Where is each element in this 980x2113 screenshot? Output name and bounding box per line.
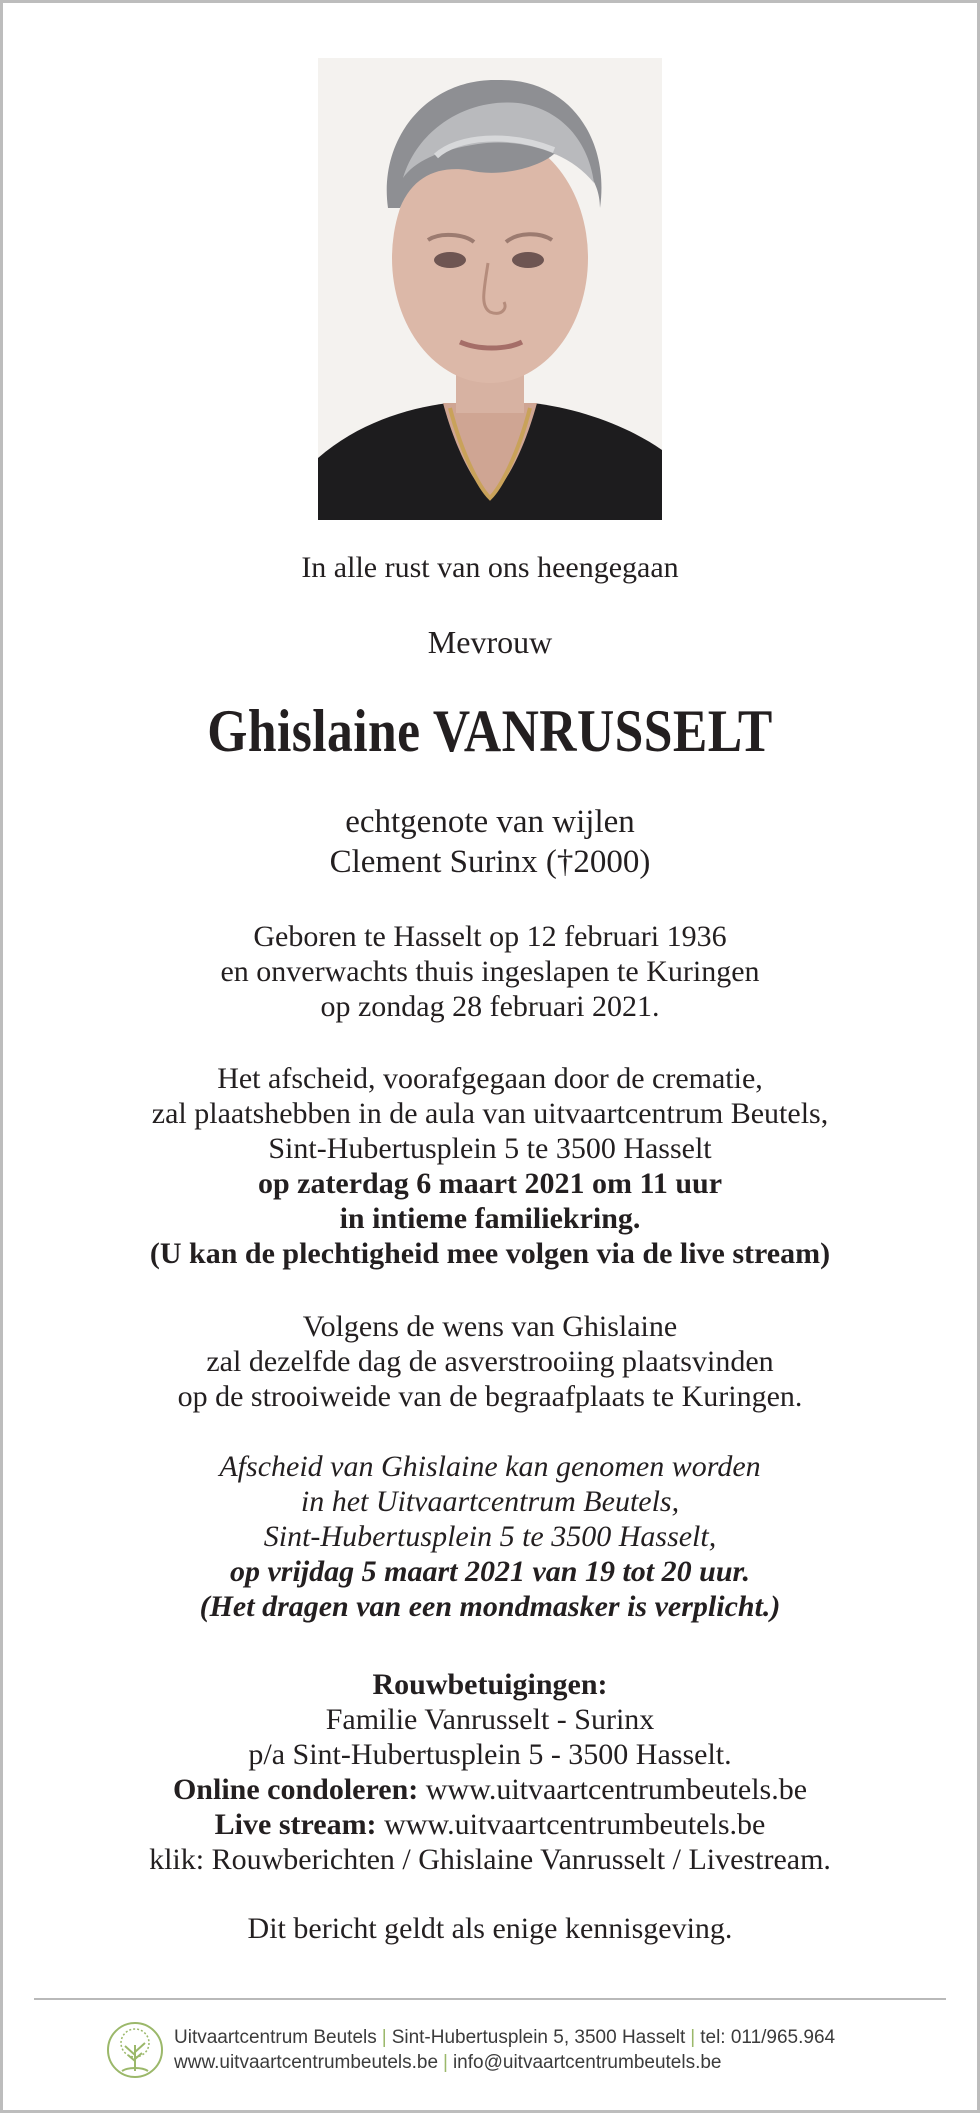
wish-line: zal dezelfde dag de asverstrooiing plaatsvinden <box>206 1345 774 1378</box>
footer-phone[interactable]: tel: 011/965.964 <box>700 2027 836 2048</box>
condolences-family: Familie Vanrusselt - Surinx <box>325 1703 655 1736</box>
live-stream-link[interactable]: www.uitvaartcentrumbeutels.be <box>384 1808 766 1841</box>
farewell-bold-line: (U kan de plechtigheid mee volgen via de live stream) <box>149 1237 831 1270</box>
visitation-line: in het Uitvaartcentrum Beutels, <box>300 1485 680 1518</box>
online-condolence-link[interactable]: www.uitvaartcentrumbeutels.be <box>425 1773 808 1806</box>
footer-separator: | <box>443 2052 448 2073</box>
spouse-line: Clement Surinx (†2000) <box>329 844 651 880</box>
wish-section <box>40 1309 940 1414</box>
portrait-photo <box>318 58 662 520</box>
condolences-heading: Rouwbetuigingen: <box>372 1668 608 1701</box>
footer-email-link[interactable]: info@uitvaartcentrumbeutels.be <box>452 2052 722 2073</box>
live-stream-line <box>40 1807 940 1842</box>
visitation-bold-line: op vrijdag 5 maart 2021 van 19 tot 20 uur. <box>229 1555 751 1588</box>
birth-death-line: Geboren te Hasselt op 12 februari 1936 <box>253 920 727 953</box>
visitation-bold-line: (Het dragen van een mondmasker is verplicht.) <box>199 1590 781 1623</box>
farewell-line: zal plaatshebben in de aula van uitvaartcentrum Beutels, <box>151 1097 829 1130</box>
farewell-bold-line: in intieme familiekring. <box>339 1202 641 1235</box>
online-condolence-line <box>40 1772 940 1807</box>
visitation-section <box>40 1449 940 1624</box>
tree-logo-icon <box>106 2021 164 2079</box>
title-text: Mevrouw <box>427 624 553 660</box>
farewell-line: Sint-Hubertusplein 5 te 3500 Hasselt <box>268 1132 712 1165</box>
deceased-name: Ghislaine VANRUSSELT <box>207 698 773 764</box>
footer-separator: | <box>381 2027 387 2048</box>
spouse-line: echtgenote van wijlen <box>345 804 635 840</box>
footer-separator: | <box>690 2027 696 2048</box>
wish-line: Volgens de wens van Ghislaine <box>302 1310 678 1343</box>
footer-line-1 <box>174 2025 934 2050</box>
closing-text: Dit bericht geldt als enige kennisgeving. <box>247 1912 733 1945</box>
farewell-section <box>40 1061 940 1271</box>
footer-info <box>174 2025 934 2075</box>
intro-text: In alle rust van ons heengegaan <box>301 551 679 584</box>
farewell-line: Het afscheid, voorafgegaan door de crematie, <box>217 1062 763 1095</box>
footer-address: Sint-Hubertusplein 5, 3500 Hasselt <box>391 2027 686 2048</box>
livestream-path: klik: Rouwberichten / Ghislaine Vanrusselt / Livestream. <box>149 1843 831 1876</box>
footer-line-2 <box>174 2050 934 2075</box>
condolences-section <box>40 1667 940 1877</box>
footer-website-link[interactable]: www.uitvaartcentrumbeutels.be <box>174 2052 439 2073</box>
birth-death-line: op zondag 28 februari 2021. <box>320 990 660 1023</box>
farewell-bold-line: op zaterdag 6 maart 2021 om 11 uur <box>257 1167 723 1200</box>
visitation-line: Afscheid van Ghislaine kan genomen worden <box>219 1450 761 1483</box>
birth-death-line: en onverwachts thuis ingeslapen te Kuringen <box>220 955 760 988</box>
spouse-section <box>40 802 940 882</box>
condolences-address: p/a Sint-Hubertusplein 5 - 3500 Hasselt. <box>248 1738 732 1771</box>
birth-death-section <box>40 919 940 1024</box>
wish-line: op de strooiweide van de begraafplaats te Kuringen. <box>177 1380 803 1413</box>
live-stream-label: Live stream: <box>214 1808 377 1841</box>
footer-company: Uitvaartcentrum Beutels <box>174 2027 377 2048</box>
visitation-line: Sint-Hubertusplein 5 te 3500 Hasselt, <box>263 1520 717 1553</box>
footer-divider <box>34 1998 946 2000</box>
online-condolence-label: Online condoleren: <box>172 1773 419 1806</box>
